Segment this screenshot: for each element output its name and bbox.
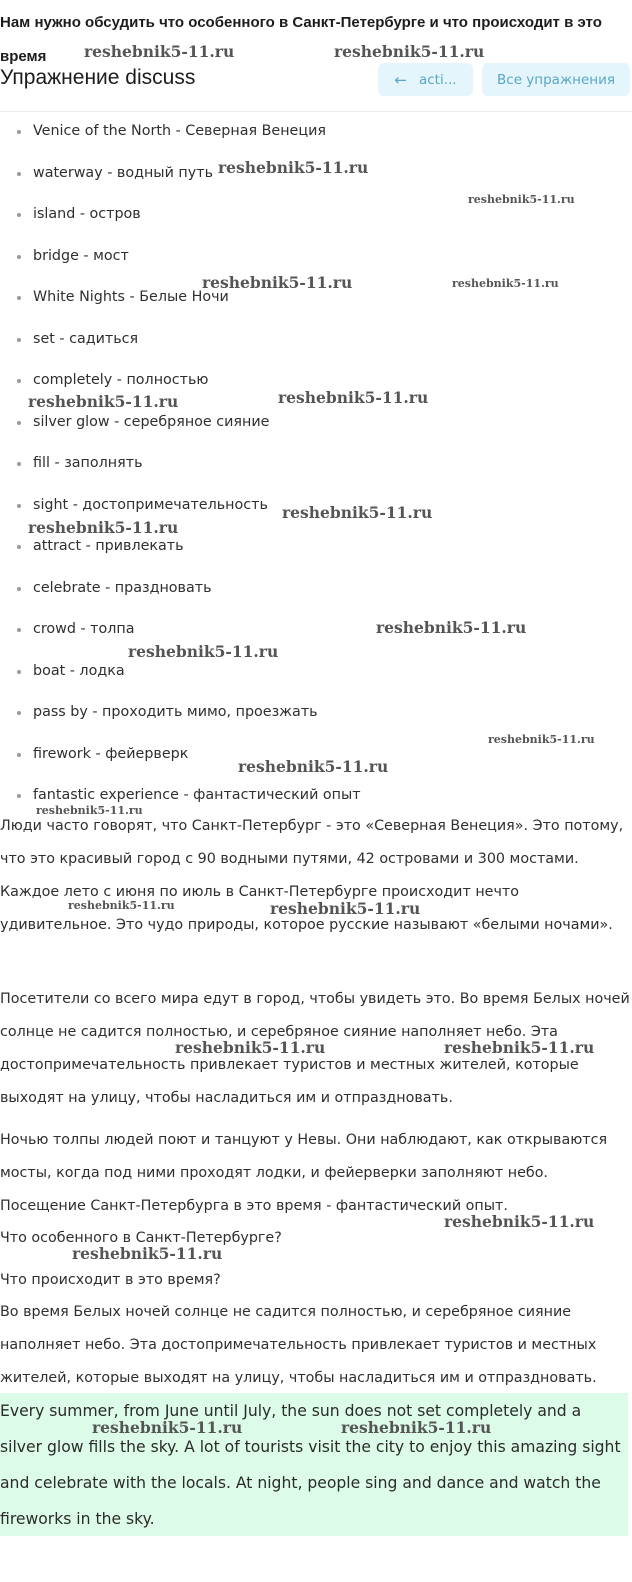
- list-item: bridge - мост: [0, 241, 632, 283]
- list-item: firework - фейерверк: [0, 739, 632, 781]
- list-item: sight - достопримечательность: [0, 490, 632, 532]
- watermark: reshebnik5-11.ru: [238, 757, 389, 776]
- watermark: reshebnik5-11.ru: [84, 42, 235, 61]
- watermark: reshebnik5-11.ru: [175, 1038, 326, 1057]
- question-1: Что особенного в Санкт-Петербурге?: [0, 1230, 282, 1246]
- watermark: reshebnik5-11.ru: [334, 42, 485, 61]
- list-item: boat - лодка: [0, 656, 632, 698]
- list-item: fantastic experience - фантастический опыт: [0, 780, 632, 822]
- list-item: attract - привлекать: [0, 531, 632, 573]
- list-item: crowd - толпа: [0, 614, 632, 656]
- paragraph-3: Ночью толпы людей поют и танцуют у Невы. Они наблюдают, как открываются мосты, когда под ними проходят лодки, и фейерверки заполняют небо. Посещение Санкт-Петербурга в это время - фантастический опыт.: [0, 1132, 608, 1214]
- watermark: reshebnik5-11.ru: [202, 273, 353, 292]
- all-exercises-button[interactable]: Все упражнения: [482, 63, 630, 96]
- list-item: silver glow - серебряное сияние: [0, 407, 632, 449]
- watermark: reshebnik5-11.ru: [452, 277, 559, 290]
- list-item: pass by - проходить мимо, проезжать: [0, 697, 632, 739]
- watermark: reshebnik5-11.ru: [36, 804, 143, 817]
- watermark: reshebnik5-11.ru: [128, 642, 279, 661]
- page-title: Упражнение discuss: [0, 66, 196, 89]
- watermark: reshebnik5-11.ru: [468, 193, 575, 206]
- list-item: celebrate - праздновать: [0, 573, 632, 615]
- paragraph-1: Люди часто говорят, что Санкт-Петербург - это «Северная Венеция». Это потому, что это красивый город с 90 водными путями, 42 островами и 300 мостами. Каждое лето с июня по июль в Санкт-Петербурге происходит нечто удивительное. Это чудо природы, которое русские называют «белыми ночами».: [0, 818, 624, 933]
- answer-english: Every summer, from June until July, the sun does not set completely and a silver glow fills the sky. A lot of tourists visit the city to enjoy this amazing sight and celebrate with the locals. At night, people sing and dance and watch the fireworks in the sky.: [0, 1402, 621, 1528]
- watermark: reshebnik5-11.ru: [72, 1244, 223, 1263]
- watermark: reshebnik5-11.ru: [488, 733, 595, 746]
- divider: [0, 111, 632, 112]
- watermark: reshebnik5-11.ru: [341, 1418, 492, 1437]
- arrow-left-icon: ←: [394, 70, 407, 89]
- question-2: Что происходит в это время?: [0, 1272, 221, 1288]
- list-item: waterway - водный путь: [0, 158, 632, 200]
- watermark: reshebnik5-11.ru: [28, 518, 179, 537]
- vocabulary-list: [0, 116, 632, 822]
- watermark: reshebnik5-11.ru: [68, 899, 175, 912]
- list-item: island - остров: [0, 199, 632, 241]
- intro-text: Нам нужно обсудить что особенного в Санкт-Петербурге и что происходит в это время: [0, 14, 602, 65]
- paragraph-2: Посетители со всего мира едут в город, чтобы увидеть это. Во время Белых ночей солнце не садится полностью, и серебряное сияние наполняет небо. Эта достопримечательность привлекает туристов и местных жителей, которые выходят на улицу, чтобы насладиться им и отпраздновать.: [0, 991, 630, 1106]
- back-button-label: acti...: [418, 71, 457, 88]
- list-item: completely - полностью: [0, 365, 632, 407]
- back-button[interactable]: [378, 63, 473, 96]
- list-item: fill - заполнять: [0, 448, 632, 490]
- answer-box: [0, 1393, 628, 1536]
- watermark: reshebnik5-11.ru: [444, 1038, 595, 1057]
- watermark: reshebnik5-11.ru: [282, 503, 433, 522]
- watermark: reshebnik5-11.ru: [28, 392, 179, 411]
- watermark: reshebnik5-11.ru: [376, 618, 527, 637]
- list-item: White Nights - Белые Ночи: [0, 282, 632, 324]
- answer-russian: Во время Белых ночей солнце не садится полностью, и серебряное сияние наполняет небо. Эта достопримечательность привлекает туристов и местных жителей, которые выходят на улицу, чтобы насладиться им и отпраздновать.: [0, 1304, 597, 1386]
- list-item: set - садиться: [0, 324, 632, 366]
- watermark: reshebnik5-11.ru: [444, 1212, 595, 1231]
- list-item: Venice of the North - Северная Венеция: [0, 116, 632, 158]
- watermark: reshebnik5-11.ru: [270, 899, 421, 918]
- watermark: reshebnik5-11.ru: [92, 1418, 243, 1437]
- watermark: reshebnik5-11.ru: [278, 388, 429, 407]
- watermark: reshebnik5-11.ru: [218, 158, 369, 177]
